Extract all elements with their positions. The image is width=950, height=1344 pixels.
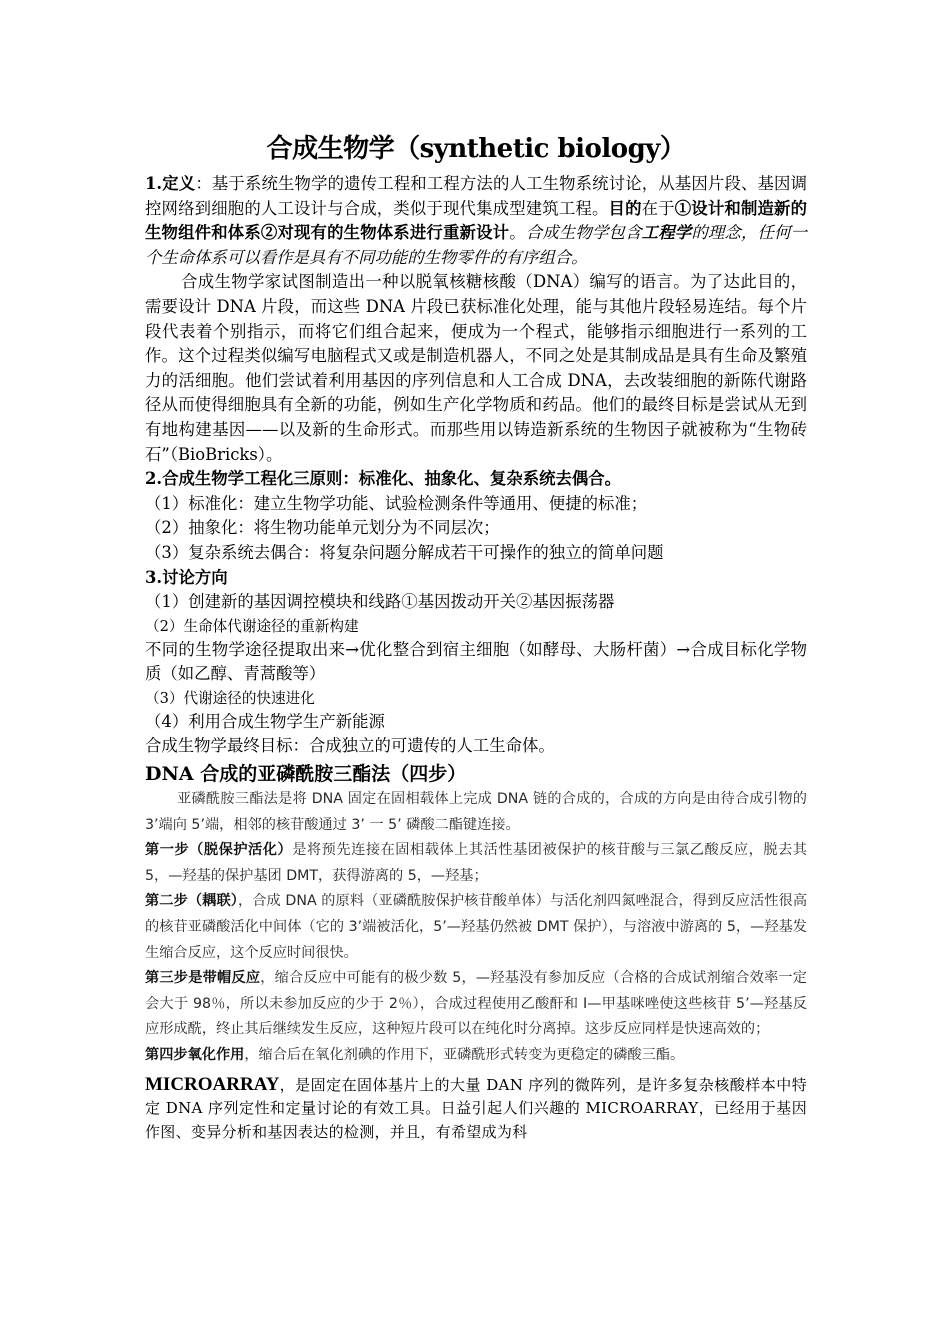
document-title: 合成生物学（synthetic biology） [266,134,686,164]
microarray-text: ，是固定在固体基片上的大量 DAN 序列的微阵列，是许多复杂核酸样本中特定 DNA 序列定性和定量讨论的有效工具。日益引起人们兴趣的 MICROARRAY，已经用于基因作图、变异分析和基因表达的检测，并且，有希望成为科 [145,1075,807,1141]
directions-heading: 3.讨论方向 [145,567,228,587]
dna-step-1 [145,838,807,889]
dna-heading: DNA 合成的亚磷酰胺三酯法（四步） [145,763,467,786]
dna-step-3 [145,966,807,1043]
direction-item: （1）创建新的基因调控模块和线路①基因拨动开关②基因振荡器 [145,592,615,612]
step-2-text: ，合成 DNA 的原料（亚磷酰胺保护核苷酸单体）与活化剂四氮唑混合，得到反应活性很高的核苷亚磷酸活化中间体（它的 3’端被活化，5’—羟基仍然被 DMT 保护），与溶液中游离的 5，—羟基发生缩合反应，这个反应时间很快。 [145,893,808,961]
step-1-label: 第一步（脱保护活化） [145,842,293,859]
principle-item: （1）标准化：建立生物学功能、试验检测条件等通用、便捷的标准； [145,493,648,513]
direction-item: （4）利用合成生物学生产新能源 [145,711,385,731]
document-page [145,132,807,1144]
purpose-mid: 在于 [641,198,675,218]
principles-heading: 2.合成生物学工程化三原则：标准化、抽象化、复杂系统去偶合。 [145,469,622,489]
language-paragraph: 合成生物学家试图制造出一种以脱氧核糖核酸（DNA）编写的语言。为了达此目的，需要设计 DNA 片段，而这些 DNA 片段已获标准化处理，能与其他片段轻易连结。每个片段代表着个别指示，而将它们组合起来，便成为一个程式，能够指示细胞进行一系列的工作。这个过程类似编写电脑程式又或是制造机器人，不同之处是其制成品是具有生命及繁殖力的活细胞。他们尝试着利用基因的序列信息和人工合成 DNA，去改装细胞的新陈代谢路径从而使得细胞具有全新的功能，例如生产化学物质和药品。他们的最终目标是尝试从无到有地构建基因——以及新的生命形式。而那些用以铸造新系统的生物因子就被称为“生物砖石”（BioBricks）。 [145,272,807,464]
step-3-label: 第三步是带帽反应 [145,970,261,987]
microarray-paragraph [145,1073,807,1145]
direction-item: （3）代谢途径的快速进化 [145,689,315,707]
dna-step-2 [145,889,807,966]
engineering-note-b: 的理念，任何一个生命体系可以看作是具有不同功能的生物零件的有序组合。 [145,223,808,267]
principle-item: （3）复杂系统去偶合：将复杂问题分解成若干可操作的独立的简单问题 [145,542,664,562]
microarray-term: MICROARRAY [145,1073,280,1095]
step-1-text: 是将预先连接在固相载体上其活性基团被保护的核苷酸与三氯乙酸反应，脱去其 5，—羟基的保护基团 DMT，获得游离的 5，—羟基； [145,842,807,884]
engineering-note-a: 合成生物学包含 [525,223,642,243]
purpose-goals: ①设计和制造新的生物组件和体系②对现有的生物体系进行重新设计 [145,198,808,243]
definition-label: 1.定义 [145,174,196,193]
definition-text: ：基于系统生物学的遗传工程和工程方法的人工生物系统讨论，从基因片段、基因调控网络到细胞的人工设计与合成，类似于现代集成型建筑工程。 [145,174,807,218]
step-4-label: 第四步氧化作用 [145,1047,245,1063]
dna-intro: 亚磷酰胺三酯法是将 DNA 固定在固相载体上完成 DNA 链的合成的，合成的方向是由待合成引物的 3’端向 5’端，相邻的核苷酸通过 3’ 一 5’ 磷酸二酯键连接。 [145,791,807,833]
direction-item: （2）生命体代谢途径的重新构建 [145,617,359,635]
purpose-end: 。 [509,223,526,243]
step-4-text: ，缩合后在氧化剂碘的作用下，亚磷酰形式转变为更稳定的磷酸三酯。 [244,1047,685,1063]
direction-detail: 不同的生物学途径提取出来→优化整合到宿主细胞（如酵母、大肠杆菌）→合成目标化学物质（如乙醇、青蒿酸等） [145,639,807,684]
dna-step-4 [145,1043,807,1069]
principle-item: （2）抽象化：将生物功能单元划分为不同层次； [145,518,500,538]
definition-paragraph [145,172,807,270]
engineering-note-bold: 工程学 [641,223,692,243]
final-goal: 合成生物学最终目标：合成独立的可遗传的人工生命体。 [145,736,555,756]
step-2-label: 第二步（耦联） [145,893,238,910]
step-3-text: ，缩合反应中可能有的极少数 5，—羟基没有参加反应（合格的合成试剂缩合效率一定会大于 98％，所以未参加反应的少于 2％），合成过程使用乙酸酐和 I—甲基咪唑使这些核苷 5’—羟基反应形成酰，终止其后继续发生反应，这种短片段可以在纯化时分离掉。这步反应同样是快速高效的； [145,970,807,1038]
purpose-label: 目的 [608,198,642,218]
